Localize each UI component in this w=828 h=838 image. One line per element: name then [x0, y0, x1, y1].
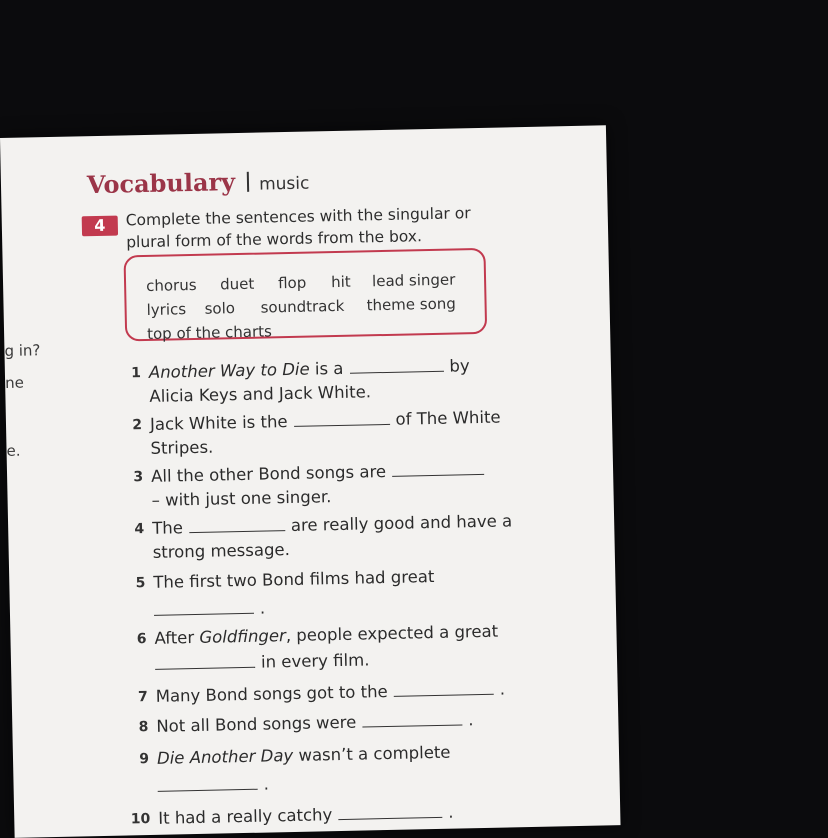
sentence-number: 3 — [133, 469, 144, 486]
sentence-text: The first two Bond films had great — [153, 567, 435, 592]
sentence-text: by — [449, 356, 470, 376]
sentence-8 — [138, 708, 474, 739]
sentence-5 — [135, 565, 435, 623]
sentence-number: 9 — [139, 751, 150, 768]
answer-blank[interactable] — [189, 514, 285, 533]
sentence-text: strong message. — [152, 540, 291, 562]
sentence-text: Many Bond songs got to the — [155, 682, 388, 706]
sentence-text: are really good and have a — [290, 511, 513, 535]
exercise-instruction — [126, 201, 507, 253]
answer-blank[interactable] — [154, 597, 254, 616]
answer-blank[interactable] — [362, 708, 462, 727]
word-flop: flop — [277, 273, 307, 293]
sentence-number: 4 — [134, 521, 145, 538]
sentence-text: Another Way to Die — [148, 359, 310, 382]
sentence-number: 7 — [137, 689, 148, 706]
fragment-2: ne — [4, 373, 25, 392]
sentence-2 — [132, 406, 502, 461]
section-subtitle: music — [258, 173, 310, 195]
word-soundtrack: soundtrack — [260, 296, 345, 317]
answer-blank[interactable] — [293, 408, 389, 427]
answer-blank[interactable] — [338, 801, 442, 820]
fragment-1: g in? — [4, 341, 41, 360]
sentence-number: 8 — [138, 719, 149, 736]
sentence-number: 5 — [135, 575, 146, 592]
sentence-text: is a — [309, 358, 344, 379]
sentence-number: 6 — [136, 631, 147, 648]
word-top-of-the-charts: top of the charts — [146, 322, 273, 343]
sentence-text: of The White — [395, 407, 501, 429]
sentence-number: 1 — [131, 365, 142, 382]
title-separator — [247, 172, 249, 192]
word-solo: solo — [204, 299, 236, 318]
sentence-4 — [134, 509, 513, 565]
sentence-text: Stripes. — [150, 437, 214, 458]
sentence-text: . — [448, 802, 454, 822]
sentence-number: 10 — [130, 811, 151, 828]
answer-blank[interactable] — [392, 458, 484, 477]
sentence-9 — [139, 741, 452, 799]
sentence-10 — [130, 801, 454, 831]
answer-blank[interactable] — [157, 773, 257, 792]
sentence-1 — [131, 354, 471, 409]
sentence-3 — [133, 458, 485, 513]
textbook-page — [0, 125, 621, 838]
sentence-text: Die Another Day — [156, 745, 294, 768]
instruction-line-2: plural form of the words from the box. — [126, 227, 423, 252]
sentence-text: After — [154, 627, 200, 648]
sentence-6 — [136, 620, 499, 677]
word-hit: hit — [330, 272, 351, 292]
sentence-text: All the other Bond songs are — [150, 461, 387, 486]
section-title: Vocabulary — [86, 167, 236, 200]
answer-blank[interactable] — [155, 651, 255, 670]
sentence-text: wasn’t a complete — [293, 742, 451, 765]
word-theme-song: theme song — [366, 294, 457, 315]
answer-blank[interactable] — [393, 678, 493, 697]
sentence-text: Alicia Keys and Jack White. — [149, 382, 372, 406]
sentence-text: . — [263, 774, 270, 794]
sentence-text: . — [468, 710, 474, 730]
sentence-text: The — [152, 518, 184, 538]
sentence-text: . — [259, 598, 266, 618]
sentence-text: in every film. — [260, 650, 370, 672]
word-chorus: chorus — [145, 275, 197, 295]
sentence-text: Jack White is the — [149, 412, 288, 434]
sentence-text: . — [499, 679, 506, 699]
answer-blank[interactable] — [349, 355, 443, 374]
sentence-text: Goldfinger — [199, 626, 287, 647]
sentence-text: , people expected a great — [285, 621, 499, 646]
word-box — [123, 248, 487, 342]
section-header — [87, 166, 310, 200]
sentence-7 — [137, 678, 506, 709]
sentence-text: Not all Bond songs were — [156, 712, 357, 736]
sentence-text: It had a really catchy — [158, 805, 333, 828]
word-lead-singer: lead singer — [371, 270, 456, 291]
sentence-number: 2 — [132, 417, 143, 434]
instruction-line-1: Complete the sentences with the singular or — [125, 204, 471, 230]
word-duet: duet — [219, 274, 255, 294]
fragment-3: e. — [6, 441, 21, 460]
sentence-text: – with just one singer. — [151, 487, 332, 510]
word-lyrics: lyrics — [146, 300, 187, 319]
exercise-number-badge: 4 — [82, 216, 118, 237]
